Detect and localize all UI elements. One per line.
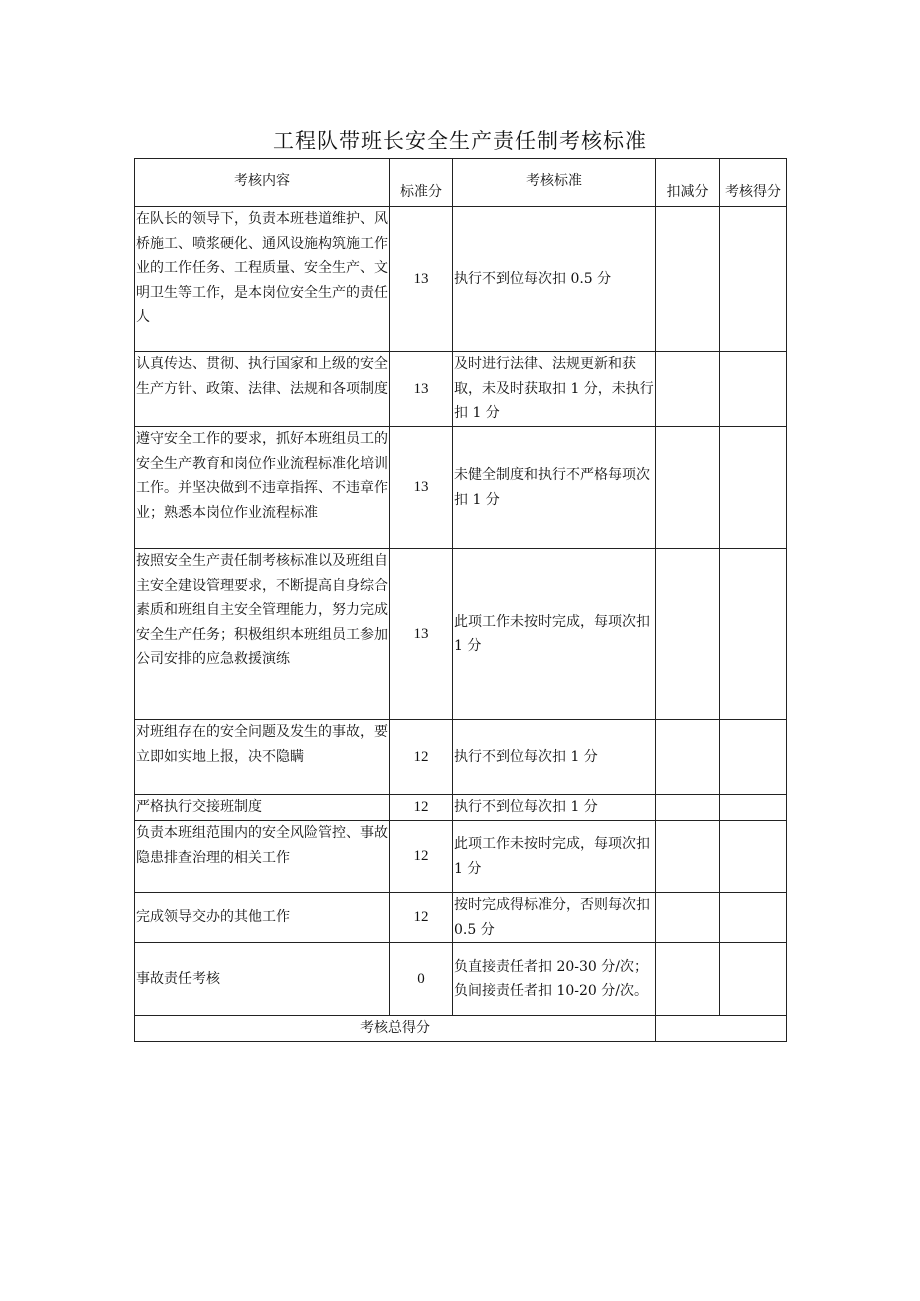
row-content: 对班组存在的安全问题及发生的事故，要立即如实地上报，决不隐瞒 bbox=[135, 720, 390, 795]
row-final-cell bbox=[720, 720, 787, 795]
table-row bbox=[135, 207, 787, 352]
row-deduct-cell bbox=[656, 427, 720, 549]
page-title: 工程队带班长安全生产责任制考核标准 bbox=[273, 129, 647, 153]
table-row bbox=[135, 427, 787, 549]
row-final-cell bbox=[720, 549, 787, 720]
row-deduct-cell bbox=[656, 893, 720, 943]
row-content: 严格执行交接班制度 bbox=[135, 795, 390, 821]
row-content: 在队长的领导下，负责本班巷道维护、风桥施工、喷浆硬化、通风设施构筑施工作业的工作任务、工程质量、安全生产、文明卫生等工作，是本岗位安全生产的责任人 bbox=[135, 207, 390, 352]
row-score: 12 bbox=[390, 795, 453, 821]
row-deduct-cell bbox=[656, 352, 720, 427]
row-final-cell bbox=[720, 893, 787, 943]
row-standard: 负直接责任者扣 20-30 分/次；负间接责任者扣 10-20 分/次。 bbox=[453, 943, 656, 1016]
row-standard: 执行不到位每次扣 1 分 bbox=[453, 795, 656, 821]
table-row bbox=[135, 720, 787, 795]
row-score: 12 bbox=[390, 720, 453, 795]
row-deduct-cell bbox=[656, 207, 720, 352]
row-final-cell bbox=[720, 352, 787, 427]
row-score: 0 bbox=[390, 943, 453, 1016]
table-row bbox=[135, 893, 787, 943]
header-score: 标准分 bbox=[390, 159, 453, 207]
row-final-cell bbox=[720, 943, 787, 1016]
table-header-row bbox=[135, 159, 787, 207]
row-final-cell bbox=[720, 821, 787, 893]
assessment-table bbox=[134, 158, 787, 1042]
row-standard: 按时完成得标准分，否则每次扣 0.5 分 bbox=[453, 893, 656, 943]
row-score: 13 bbox=[390, 207, 453, 352]
row-standard: 此项工作未按时完成，每项次扣 1 分 bbox=[453, 549, 656, 720]
row-standard: 此项工作未按时完成，每项次扣 1 分 bbox=[453, 821, 656, 893]
row-score: 12 bbox=[390, 821, 453, 893]
row-content: 按照安全生产责任制考核标准以及班组自主安全建设管理要求，不断提高自身综合素质和班组自主安全管理能力，努力完成安全生产任务；积极组织本班组员工参加公司安排的应急救援演练 bbox=[135, 549, 390, 720]
total-score-cell bbox=[656, 1016, 787, 1042]
row-standard: 执行不到位每次扣 0.5 分 bbox=[453, 207, 656, 352]
row-score: 13 bbox=[390, 352, 453, 427]
row-standard: 执行不到位每次扣 1 分 bbox=[453, 720, 656, 795]
row-deduct-cell bbox=[656, 720, 720, 795]
row-final-cell bbox=[720, 427, 787, 549]
row-standard: 未健全制度和执行不严格每项次扣 1 分 bbox=[453, 427, 656, 549]
header-content: 考核内容 bbox=[135, 159, 390, 207]
row-content: 认真传达、贯彻、执行国家和上级的安全生产方针、政策、法律、法规和各项制度 bbox=[135, 352, 390, 427]
row-score: 13 bbox=[390, 427, 453, 549]
total-row bbox=[135, 1016, 787, 1042]
row-deduct-cell bbox=[656, 795, 720, 821]
row-deduct-cell bbox=[656, 943, 720, 1016]
table-row bbox=[135, 795, 787, 821]
total-label: 考核总得分 bbox=[135, 1016, 656, 1042]
row-final-cell bbox=[720, 795, 787, 821]
table-row bbox=[135, 821, 787, 893]
row-content: 事故责任考核 bbox=[135, 943, 390, 1016]
header-deduct: 扣减分 bbox=[656, 159, 720, 207]
table-row bbox=[135, 549, 787, 720]
header-final: 考核得分 bbox=[720, 159, 787, 207]
row-score: 13 bbox=[390, 549, 453, 720]
table-row bbox=[135, 352, 787, 427]
row-final-cell bbox=[720, 207, 787, 352]
header-standard: 考核标准 bbox=[453, 159, 656, 207]
table-row bbox=[135, 943, 787, 1016]
row-content: 完成领导交办的其他工作 bbox=[135, 893, 390, 943]
row-score: 12 bbox=[390, 893, 453, 943]
row-standard: 及时进行法律、法规更新和获取，未及时获取扣 1 分，未执行扣 1 分 bbox=[453, 352, 656, 427]
row-deduct-cell bbox=[656, 821, 720, 893]
row-content: 负责本班组范围内的安全风险管控、事故隐患排查治理的相关工作 bbox=[135, 821, 390, 893]
row-deduct-cell bbox=[656, 549, 720, 720]
row-content: 遵守安全工作的要求，抓好本班组员工的安全生产教育和岗位作业流程标准化培训工作。并坚决做到不违章指挥、不违章作业；熟悉本岗位作业流程标准 bbox=[135, 427, 390, 549]
